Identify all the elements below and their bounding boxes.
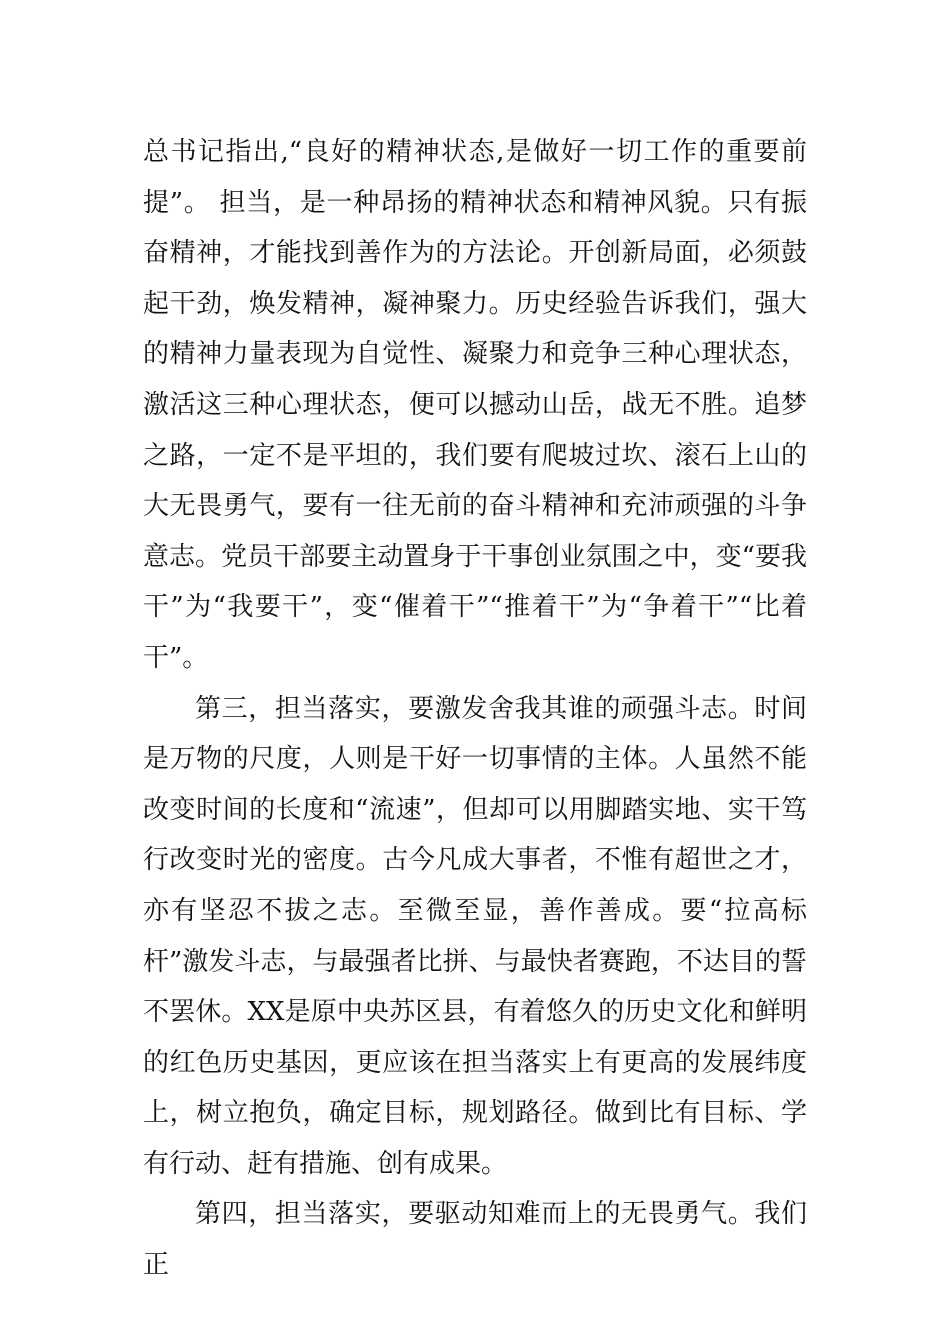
body-text — [143, 127, 807, 1291]
paragraph-fourth-point: 第四，担当落实，要驱动知难而上的无畏勇气。我们正 — [143, 1199, 807, 1281]
paragraph-continuation: 总书记指出,“良好的精神状态,是做好一切工作的重要前提”。 担当，是一种昂扬的精神状态和精神风貌。只有振奋精神，才能找到善作为的方法论。开创新局面，必须鼓起干劲，焕发精神，凝神聚力。历史经验告诉我们，强大的精神力量表现为自觉性、凝聚力和竞争三种心理状态，激活这三种心理状态，便可以撼动山岳，战无不胜。追梦之路，一定不是平坦的，我们要有爬坡过坎、滚石上山的大无畏勇气，要有一往无前的奋斗精神和充沛顽强的斗争意志。党员干部要主动置身于干事创业氛围之中，变“要我干”为“我要干”，变“催着干”“推着干”为“争着干”“比着干”。 — [143, 137, 807, 673]
paragraph-third-point: 第三，担当落实，要激发舍我其谁的顽强斗志。时间是万物的尺度，人则是干好一切事情的主体。人虽然不能改变时间的长度和“流速”，但却可以用脚踏实地、实干笃行改变时光的密度。古今凡成大事者，不惟有超世之才，亦有坚忍不拔之志。至微至显，善作善成。要“拉高标杆”激发斗志，与最强者比拼、与最快者赛跑，不达目的誓不罢休。XX是原中央苏区县，有着悠久的历史文化和鲜明的红色历史基因，更应该在担当落实上有更高的发展纬度上，树立抱负，确定目标，规划路径。做到比有目标、学有行动、赶有措施、创有成果。 — [143, 693, 807, 1179]
